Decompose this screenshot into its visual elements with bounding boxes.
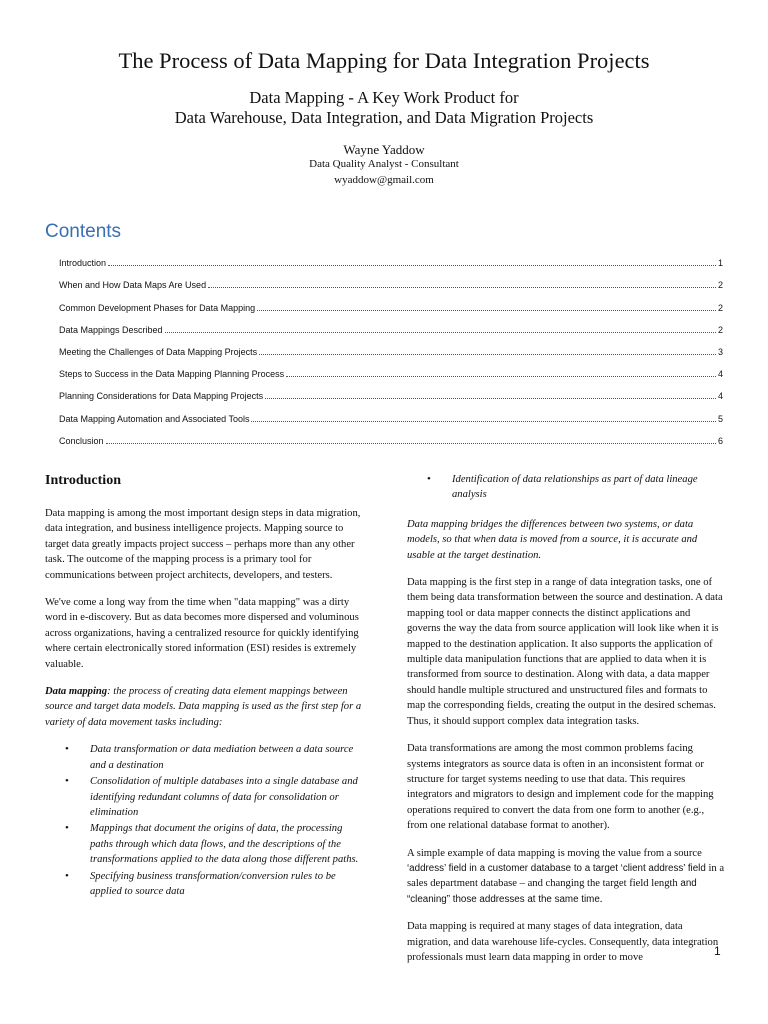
list-item-text: Consolidation of multiple databases into a single database and identifying redundant columns of data for consolidation or elimination xyxy=(90,776,358,818)
intro-paragraph-1: Data mapping is among the most important design steps in data migration, data integration, and business intelligence projects. Mapping source to target data greatly impacts project success – perhaps more than any other task. The outcome of the mapping process is a primary tool for communications between project architects, developers, and testers. xyxy=(45,508,361,581)
text-segment: A simple example of data mapping is moving the value from a source xyxy=(407,847,702,859)
list-item xyxy=(407,472,725,503)
definition-paragraph xyxy=(45,684,367,730)
toc-item-page: 4 xyxy=(717,391,723,402)
body-paragraph-4: Data mapping is required at many stages of data integration, data migration, and data warehouse life-cycles. Consequently, data integration professionals must learn data mapping in order to move xyxy=(407,921,719,963)
toc-item-development-phases[interactable] xyxy=(59,291,723,313)
toc-item-page: 4 xyxy=(717,369,723,380)
toc-leader-dots xyxy=(286,376,716,377)
list-item xyxy=(45,742,367,773)
toc-item-planning-considerations[interactable] xyxy=(59,380,723,402)
bullet-icon: • xyxy=(65,775,69,788)
bullet-icon: • xyxy=(65,869,69,882)
table-of-contents xyxy=(59,247,723,447)
toc-item-page: 3 xyxy=(717,346,723,357)
toc-leader-dots xyxy=(106,443,716,444)
toc-item-when-and-how[interactable] xyxy=(59,269,723,291)
toc-item-challenges[interactable] xyxy=(59,336,723,358)
toc-leader-dots xyxy=(108,265,716,266)
summary-paragraph: Data mapping bridges the differences between two systems, or data models, so that when data is moved from a source, it is accurate and usable at the target destination. xyxy=(407,518,698,561)
toc-item-conclusion[interactable] xyxy=(59,425,723,447)
toc-leader-dots xyxy=(265,398,716,399)
toc-item-page: 6 xyxy=(717,435,723,446)
toc-item-automation-tools[interactable] xyxy=(59,402,723,424)
body-paragraph-1: Data mapping is the first step in a range of data integration tasks, one of them being data transformation between the source and destination. A data mapping tool or data mapper connects the distinct applications and governs the way the data from source application will look like when it is mapped to the destination application. It also supports the application of multiple data manipulation functions that are applied to data when it is transformed from source to destination. Along with data, a data mapper should handle multiple structured and unstructured files and formats to map the corresponding fields, creating the output in the desired schemas. Thus, it should support complex data integration tasks. xyxy=(407,577,723,727)
left-column xyxy=(45,472,367,909)
section-heading-introduction: Introduction xyxy=(45,473,121,488)
toc-leader-dots xyxy=(259,354,716,355)
list-item-text: Specifying business transformation/conversion rules to be applied to source data xyxy=(90,870,336,897)
text-segment-sans: ‘address’ field in a customer database to a target ‘client address’ field xyxy=(407,862,706,874)
text-segment: . xyxy=(599,893,603,905)
author-name: Wayne Yaddow xyxy=(343,142,425,157)
data-mapping-uses-list xyxy=(45,742,367,899)
toc-item-title: Data Mapping Automation and Associated Tools xyxy=(59,413,250,424)
toc-item-steps-to-success[interactable] xyxy=(59,358,723,380)
toc-item-title: Steps to Success in the Data Mapping Planning Process xyxy=(59,369,285,380)
bullet-icon: • xyxy=(65,822,69,835)
toc-leader-dots xyxy=(251,421,716,422)
text-segment: in a sales department database – and changing the target field length xyxy=(407,862,725,890)
author-email: wyaddow@gmail.com xyxy=(334,174,434,186)
toc-item-title: Meeting the Challenges of Data Mapping Projects xyxy=(59,346,258,357)
text-segment-sans: and “cleaning” those addresses at the same time xyxy=(407,878,697,905)
toc-leader-dots xyxy=(257,310,716,311)
toc-item-page: 2 xyxy=(717,324,723,335)
document-title: The Process of Data Mapping for Data Integration Projects xyxy=(118,48,650,73)
document-subtitle-line-2: Data Warehouse, Data Integration, and Data Migration Projects xyxy=(174,108,594,127)
definition-text: : the process of creating data element mappings between source and target data models. Data mapping is used as the first step for a variety of data movement tasks including: xyxy=(45,686,362,728)
page-number: 1 xyxy=(714,944,721,958)
bullet-icon: • xyxy=(65,743,69,756)
toc-item-title: Common Development Phases for Data Mapping xyxy=(59,302,256,313)
list-item xyxy=(45,774,367,820)
toc-heading: Contents xyxy=(45,221,122,242)
document-subtitle-line-1: Data Mapping - A Key Work Product for xyxy=(249,88,519,107)
toc-leader-dots xyxy=(165,332,716,333)
toc-item-title: When and How Data Maps Are Used xyxy=(59,280,207,291)
list-item-text: Mappings that document the origins of data, the processing paths through which data flows, and the descriptions of the transformations applied to the data along those different paths. xyxy=(90,823,359,866)
intro-paragraph-2: We've come a long way from the time when "data mapping" was a dirty word in e-discovery. But as data becomes more dispersed and voluminous across organizations, having a centralized resource for quickly identifying where certain electronically stored information (ESI) resides is extremely valuable. xyxy=(45,597,359,670)
toc-item-title: Conclusion xyxy=(59,435,104,446)
toc-item-title: Introduction xyxy=(59,258,107,269)
body-paragraph-3 xyxy=(407,846,725,908)
bullet-icon: • xyxy=(427,473,431,485)
toc-item-page: 5 xyxy=(717,413,723,424)
toc-item-page: 1 xyxy=(717,258,723,269)
toc-item-page: 2 xyxy=(717,302,723,313)
body-paragraph-2: Data transformations are among the most common problems facing systems integrators as source data is often in an inconsistent format or structure for target systems needing to use that data. This requires integrators and migrators to design and implement code for the mapping operations required to convert the data from one form to another (e.g., from one relational database format to another). xyxy=(407,743,714,832)
toc-item-introduction[interactable] xyxy=(59,247,723,269)
data-lineage-list xyxy=(407,472,725,503)
toc-leader-dots xyxy=(208,287,716,288)
toc-item-title: Planning Considerations for Data Mapping Projects xyxy=(59,391,264,402)
list-item xyxy=(45,821,367,867)
author-role: Data Quality Analyst - Consultant xyxy=(309,158,459,170)
definition-term: Data mapping xyxy=(45,686,108,698)
right-column xyxy=(407,472,725,977)
toc-item-page: 2 xyxy=(717,280,723,291)
list-item-text: Identification of data relationships as part of data lineage analysis xyxy=(452,474,698,501)
list-item xyxy=(45,869,367,900)
toc-item-title: Data Mappings Described xyxy=(59,324,163,335)
list-item-text: Data transformation or data mediation between a data source and a destination xyxy=(90,744,354,771)
toc-item-mappings-described[interactable] xyxy=(59,314,723,336)
